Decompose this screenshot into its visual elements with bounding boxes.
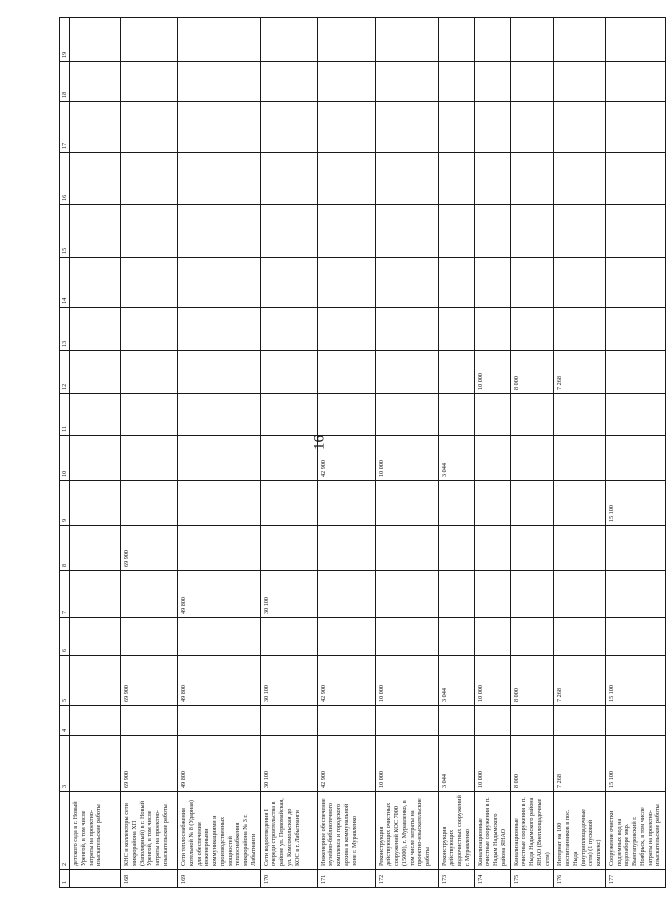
- object-name: Реконструкция действующих очистных сооружений КОС 7000 (15000), г. Муравленко, в том числе затраты на проектно-изыскательские работы: [375, 792, 438, 870]
- value-cell: [510, 618, 554, 656]
- column-number: 9: [60, 481, 70, 526]
- value-cell: [375, 308, 438, 351]
- value-cell: [70, 436, 121, 481]
- column-number: 3: [60, 736, 70, 792]
- value-cell: 42 900: [317, 436, 375, 481]
- value-cell: [554, 436, 606, 481]
- value-cell: 15 100: [605, 481, 665, 526]
- value-cell: [510, 308, 554, 351]
- value-cell: [510, 436, 554, 481]
- value-cell: [605, 436, 665, 481]
- value-cell: [70, 571, 121, 618]
- value-cell: [474, 205, 510, 258]
- value-cell: [510, 258, 554, 308]
- column-number: 10: [60, 436, 70, 481]
- value-cell: [317, 571, 375, 618]
- value-cell: 15 100: [605, 656, 665, 706]
- value-cell: [178, 481, 261, 526]
- value-cell: [178, 62, 261, 102]
- value-cell: [70, 205, 121, 258]
- table-row: [554, 18, 606, 888]
- value-cell: [260, 526, 317, 571]
- table-row: [317, 18, 375, 888]
- object-name: Канализационные очистные сооружения в п. Ныда Надымского района ЯНАО (Внеплощадочные сети): [510, 792, 554, 870]
- value-cell: [474, 436, 510, 481]
- value-cell: [70, 481, 121, 526]
- value-cell: [317, 153, 375, 205]
- object-name: Сети теплоснабжения котельной № 8 (Ударная) для обеспечения инженерными коммуникациями и производственных мощностей теплоснабжения микрорайона № 3 г. Лабытнанги: [178, 792, 261, 870]
- value-cell: [510, 481, 554, 526]
- value-cell: [121, 571, 178, 618]
- table-row: [474, 18, 510, 888]
- value-cell: 3 044: [438, 656, 474, 706]
- value-cell: [178, 308, 261, 351]
- value-cell: [510, 571, 554, 618]
- value-cell: [375, 258, 438, 308]
- value-cell: [474, 153, 510, 205]
- value-cell: [474, 481, 510, 526]
- row-number: 172: [375, 870, 438, 888]
- value-cell: [375, 205, 438, 258]
- value-cell: [70, 102, 121, 153]
- value-cell: [438, 18, 474, 62]
- value-cell: [121, 102, 178, 153]
- value-cell: [121, 706, 178, 736]
- value-cell: [375, 62, 438, 102]
- object-name: Интернат на 100 воспитанников в пос. Ныда (внутриплощадочные сети) (1 пусковой комплекс): [554, 792, 606, 870]
- object-name: КНС и коллекторы сети микрорайона ХП (Заполярный) в г. Новый Уренгой, в том числе затраты на проектно-изыскательские работы: [121, 792, 178, 870]
- table-row: [605, 18, 665, 888]
- value-cell: [474, 258, 510, 308]
- table-row: [375, 18, 438, 888]
- object-name: Реконструкция действующих водоочистных сооружений г. Муравленко: [438, 792, 474, 870]
- value-cell: [605, 102, 665, 153]
- value-cell: 69 900: [121, 656, 178, 706]
- value-cell: [474, 308, 510, 351]
- value-cell: [554, 481, 606, 526]
- value-cell: [260, 18, 317, 62]
- value-cell: [554, 394, 606, 436]
- value-cell: [70, 736, 121, 792]
- value-cell: [510, 706, 554, 736]
- column-number: 18: [60, 62, 70, 102]
- value-cell: [438, 258, 474, 308]
- value-cell: [474, 18, 510, 62]
- value-cell: [70, 656, 121, 706]
- value-cell: [554, 153, 606, 205]
- value-cell: [121, 618, 178, 656]
- value-cell: [554, 526, 606, 571]
- value-cell: [70, 153, 121, 205]
- row-number: 175: [510, 870, 554, 888]
- value-cell: [605, 153, 665, 205]
- value-cell: 69 900: [121, 736, 178, 792]
- value-cell: 7 268: [554, 736, 606, 792]
- value-cell: [554, 18, 606, 62]
- row-number: 171: [317, 870, 375, 888]
- column-number: 7: [60, 571, 70, 618]
- value-cell: [438, 308, 474, 351]
- value-cell: [121, 153, 178, 205]
- value-cell: [605, 258, 665, 308]
- value-cell: [260, 102, 317, 153]
- value-cell: [375, 102, 438, 153]
- value-cell: [605, 308, 665, 351]
- value-cell: [121, 481, 178, 526]
- value-cell: [70, 706, 121, 736]
- value-cell: [438, 706, 474, 736]
- value-cell: [260, 618, 317, 656]
- value-cell: [474, 706, 510, 736]
- value-cell: [178, 618, 261, 656]
- row-number: 174: [474, 870, 510, 888]
- value-cell: [317, 102, 375, 153]
- value-cell: 10 000: [474, 656, 510, 706]
- value-cell: [554, 102, 606, 153]
- value-cell: [375, 351, 438, 394]
- value-cell: [554, 706, 606, 736]
- value-cell: [121, 62, 178, 102]
- value-cell: [178, 205, 261, 258]
- value-cell: [438, 62, 474, 102]
- value-cell: [510, 62, 554, 102]
- value-cell: [260, 481, 317, 526]
- row-number: 173: [438, 870, 474, 888]
- value-cell: [375, 706, 438, 736]
- value-cell: [260, 706, 317, 736]
- value-cell: [605, 571, 665, 618]
- value-cell: [474, 394, 510, 436]
- value-cell: [317, 526, 375, 571]
- value-cell: 10 000: [375, 736, 438, 792]
- value-cell: [554, 571, 606, 618]
- object-name: Сооружение очистки подземных вод на водозаборе мкр. Вынгапуровский г. Ноябрьск, в том числе затраты на проектно-изыскательские работы: [605, 792, 665, 870]
- table-row: [438, 18, 474, 888]
- value-cell: [605, 351, 665, 394]
- value-cell: [605, 526, 665, 571]
- value-cell: 49 800: [178, 571, 261, 618]
- value-cell: [605, 18, 665, 62]
- value-cell: [474, 102, 510, 153]
- value-cell: [510, 102, 554, 153]
- value-cell: [375, 618, 438, 656]
- value-cell: 30 100: [260, 736, 317, 792]
- column-number: 16: [60, 153, 70, 205]
- column-number: 19: [60, 18, 70, 62]
- value-cell: [178, 351, 261, 394]
- value-cell: [178, 18, 261, 62]
- table-row: [70, 18, 121, 888]
- value-cell: [260, 153, 317, 205]
- row-number: [70, 870, 121, 888]
- value-cell: [510, 18, 554, 62]
- value-cell: 69 900: [121, 526, 178, 571]
- value-cell: 30 100: [260, 656, 317, 706]
- value-cell: [70, 526, 121, 571]
- row-number: 170: [260, 870, 317, 888]
- value-cell: 10 000: [474, 351, 510, 394]
- table-body: [60, 18, 666, 888]
- value-cell: 10 000: [375, 656, 438, 706]
- value-cell: 8 000: [510, 351, 554, 394]
- value-cell: [474, 618, 510, 656]
- value-cell: 7 268: [554, 351, 606, 394]
- value-cell: [605, 706, 665, 736]
- value-cell: [375, 153, 438, 205]
- column-number: 4: [60, 706, 70, 736]
- column-number: 13: [60, 308, 70, 351]
- value-cell: [317, 205, 375, 258]
- value-cell: [260, 258, 317, 308]
- value-cell: [317, 618, 375, 656]
- value-cell: [178, 526, 261, 571]
- value-cell: [121, 258, 178, 308]
- row-number: 176: [554, 870, 606, 888]
- value-cell: [438, 205, 474, 258]
- value-cell: [375, 481, 438, 526]
- column-number: 6: [60, 618, 70, 656]
- value-cell: [375, 571, 438, 618]
- table-row: [121, 18, 178, 888]
- value-cell: [317, 258, 375, 308]
- column-number: 8: [60, 526, 70, 571]
- value-cell: [70, 62, 121, 102]
- value-cell: [510, 205, 554, 258]
- value-cell: [554, 205, 606, 258]
- column-number-row: [60, 18, 70, 888]
- value-cell: [121, 308, 178, 351]
- value-cell: [121, 436, 178, 481]
- value-cell: [438, 102, 474, 153]
- value-cell: 8 000: [510, 656, 554, 706]
- value-cell: [70, 258, 121, 308]
- value-cell: [510, 153, 554, 205]
- budget-table: [59, 17, 666, 888]
- row-number: 168: [121, 870, 178, 888]
- value-cell: [70, 618, 121, 656]
- value-cell: [121, 18, 178, 62]
- row-number: 169: [178, 870, 261, 888]
- value-cell: [178, 153, 261, 205]
- object-name: Канализационные очистные сооружения в п. Надым Надымского района ЯНАО: [474, 792, 510, 870]
- table-row: [260, 18, 317, 888]
- value-cell: [178, 102, 261, 153]
- value-cell: 49 800: [178, 736, 261, 792]
- value-cell: [474, 62, 510, 102]
- value-cell: [510, 526, 554, 571]
- value-cell: [375, 394, 438, 436]
- value-cell: [438, 571, 474, 618]
- value-cell: [178, 436, 261, 481]
- row-number: 177: [605, 870, 665, 888]
- value-cell: [121, 205, 178, 258]
- value-cell: 42 900: [317, 736, 375, 792]
- value-cell: [438, 481, 474, 526]
- value-cell: [70, 351, 121, 394]
- value-cell: [554, 618, 606, 656]
- value-cell: [317, 18, 375, 62]
- value-cell: [375, 18, 438, 62]
- value-cell: 42 900: [317, 656, 375, 706]
- column-number: 1: [60, 870, 70, 888]
- value-cell: [375, 526, 438, 571]
- value-cell: [260, 62, 317, 102]
- column-number: 15: [60, 205, 70, 258]
- column-number: 11: [60, 394, 70, 436]
- value-cell: [605, 205, 665, 258]
- value-cell: [510, 394, 554, 436]
- value-cell: [260, 205, 317, 258]
- object-name: Инженерное обеспечение музейно-библиотечного комплекса и городского архива в коммунальной зоне г. Муравленко: [317, 792, 375, 870]
- value-cell: [317, 351, 375, 394]
- value-cell: [260, 308, 317, 351]
- value-cell: [70, 394, 121, 436]
- value-cell: [474, 526, 510, 571]
- value-cell: 10 000: [474, 736, 510, 792]
- value-cell: [121, 351, 178, 394]
- value-cell: [317, 308, 375, 351]
- table-row: [178, 18, 261, 888]
- value-cell: [317, 706, 375, 736]
- value-cell: [438, 618, 474, 656]
- value-cell: [605, 394, 665, 436]
- value-cell: [178, 258, 261, 308]
- table-row: [510, 18, 554, 888]
- value-cell: [605, 618, 665, 656]
- column-number: 2: [60, 792, 70, 870]
- column-number: 5: [60, 656, 70, 706]
- value-cell: [121, 394, 178, 436]
- value-cell: 3 044: [438, 436, 474, 481]
- value-cell: [178, 394, 261, 436]
- value-cell: 10 000: [375, 436, 438, 481]
- value-cell: [260, 351, 317, 394]
- object-name: детского сада в г. Новый Уренгой, в том числе затраты на проектно-изыскательские работы: [70, 792, 121, 870]
- value-cell: [70, 18, 121, 62]
- value-cell: [438, 526, 474, 571]
- page-number: 16: [311, 435, 328, 450]
- value-cell: 49 800: [178, 656, 261, 706]
- value-cell: [317, 394, 375, 436]
- value-cell: 7 268: [554, 656, 606, 706]
- value-cell: [70, 308, 121, 351]
- value-cell: [178, 706, 261, 736]
- value-cell: [438, 394, 474, 436]
- object-name: Сети водоотведения I очереди строительства в районе ул. Первомайская, ул. Комсомольская до КОС в г. Лабытнанги: [260, 792, 317, 870]
- value-cell: [605, 62, 665, 102]
- value-cell: [317, 62, 375, 102]
- value-cell: [474, 571, 510, 618]
- value-cell: 8 000: [510, 736, 554, 792]
- value-cell: [260, 436, 317, 481]
- column-number: 14: [60, 258, 70, 308]
- value-cell: [554, 308, 606, 351]
- column-number: 17: [60, 102, 70, 153]
- value-cell: 15 100: [605, 736, 665, 792]
- value-cell: [438, 153, 474, 205]
- value-cell: 30 100: [260, 571, 317, 618]
- value-cell: [260, 394, 317, 436]
- value-cell: 3 044: [438, 736, 474, 792]
- column-number: 12: [60, 351, 70, 394]
- value-cell: [554, 258, 606, 308]
- value-cell: [438, 351, 474, 394]
- value-cell: [317, 481, 375, 526]
- value-cell: [554, 62, 606, 102]
